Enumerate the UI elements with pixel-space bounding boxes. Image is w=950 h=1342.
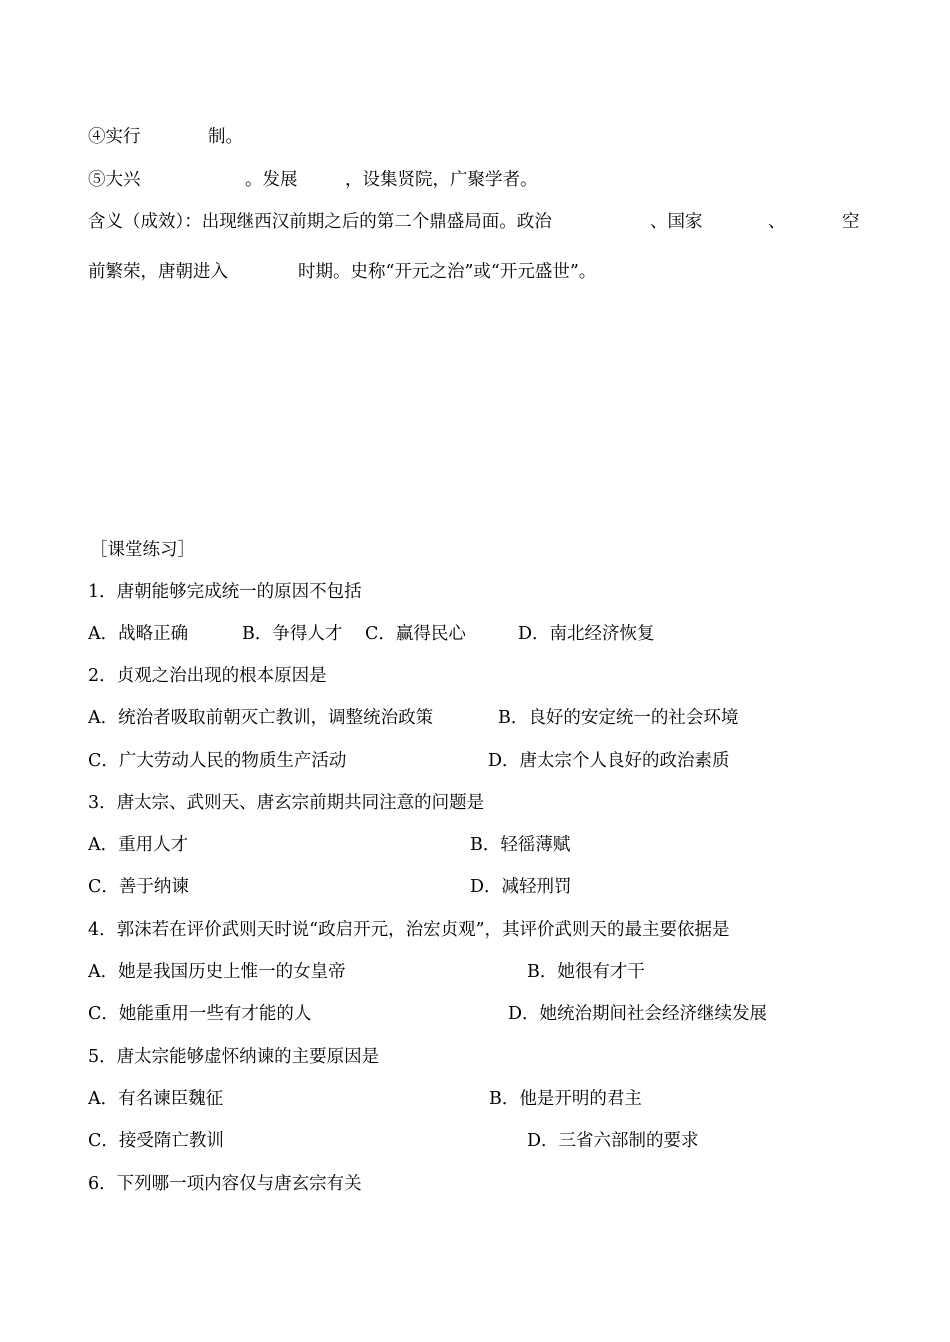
option-d: D．南北经济恢复 (518, 624, 655, 644)
intro-line-4-text: ④实行 (88, 127, 141, 147)
meaning-line-1-d: 空 (842, 212, 860, 232)
option-a: A．有名谏臣魏征 (88, 1089, 224, 1109)
option-c: C．善于纳谏 (88, 877, 189, 897)
option-d: D．她统治期间社会经济继续发展 (508, 1004, 768, 1024)
option-a: A．她是我国历史上惟一的女皇帝 (88, 962, 346, 982)
question-stem: 5．唐太宗能够虚怀纳谏的主要原因是 (88, 1047, 380, 1067)
option-a: A．统治者吸取前朝灭亡教训，调整统治政策 (88, 708, 434, 728)
option-c: C．广大劳动人民的物质生产活动 (88, 751, 347, 771)
meaning-line-1-a: 含义（成效）：出现继西汉前期之后的第二个鼎盛局面。政治 (88, 212, 552, 232)
intro-line-5-text-mid: 。发展 (245, 170, 298, 190)
option-b: B．争得人才 (242, 624, 343, 644)
intro-line-5-text-end: ，设集贤院，广聚学者。 (345, 170, 538, 190)
option-a: A．重用人才 (88, 835, 189, 855)
option-c: C．她能重用一些有才能的人 (88, 1004, 312, 1024)
option-b: B．轻徭薄赋 (470, 835, 571, 855)
option-a: A．战略正确 (88, 624, 189, 644)
intro-line-4-text-end: 制。 (208, 127, 243, 147)
meaning-line-2-b: 时期。史称“开元之治”或“开元盛世”。 (298, 262, 597, 282)
question-stem: 6．下列哪一项内容仅与唐玄宗有关 (88, 1174, 362, 1194)
option-d: D．三省六部制的要求 (527, 1131, 699, 1151)
question-stem: 2．贞观之治出现的根本原因是 (88, 666, 327, 686)
question-stem: 1．唐朝能够完成统一的原因不包括 (88, 582, 362, 602)
option-b: B．她很有才干 (527, 962, 645, 982)
intro-line-5-text: ⑤大兴 (88, 170, 141, 190)
option-b: B．良好的安定统一的社会环境 (498, 708, 739, 728)
section-title: ［课堂练习］ (90, 540, 195, 560)
option-d: D．唐太宗个人良好的政治素质 (488, 751, 730, 771)
option-c: C．接受隋亡教训 (88, 1131, 224, 1151)
question-stem: 3．唐太宗、武则天、唐玄宗前期共同注意的问题是 (88, 793, 485, 813)
meaning-line-1-c: 、 (768, 212, 786, 232)
meaning-line-1-b: 、国家 (650, 212, 703, 232)
meaning-line-2-a: 前繁荣，唐朝进入 (88, 262, 228, 282)
option-d: D．减轻刑罚 (470, 877, 572, 897)
option-c: C．赢得民心 (365, 624, 466, 644)
option-b: B．他是开明的君主 (489, 1089, 642, 1109)
question-stem: 4．郭沫若在评价武则天时说“政启开元，治宏贞观”，其评价武则天的最主要依据是 (88, 920, 730, 940)
